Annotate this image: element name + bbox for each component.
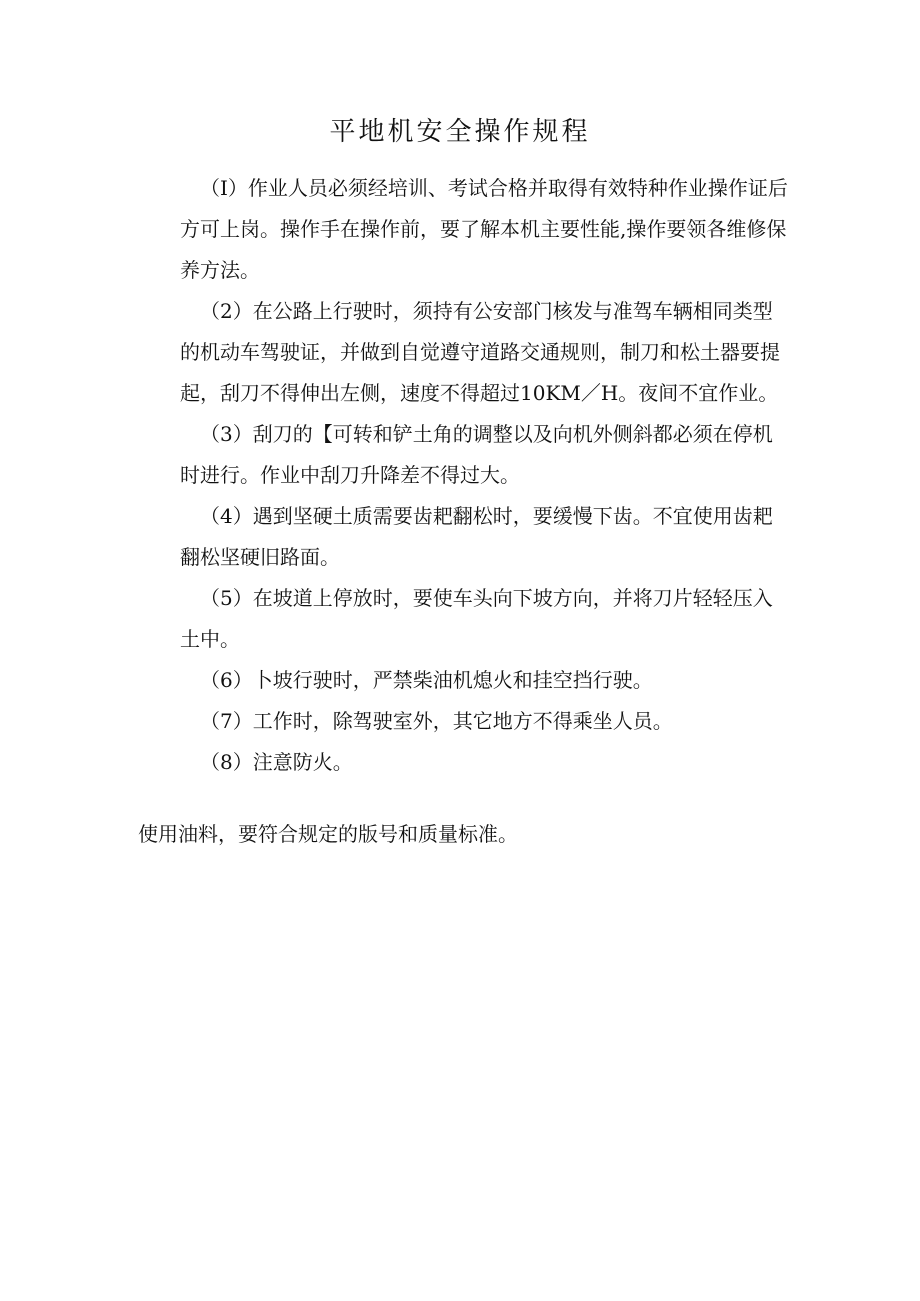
paragraph-2: （2）在公路上行驶时，须持有公安部门核发与准驾车辆相同类型的机动车驾驶证，并做到自觉遵守道路交通规则，制刀和松土器要提起，刮刀不得伸出左侧，速度不得超过10KM／H。夜间不宜作业。 bbox=[180, 299, 780, 405]
paragraph-3: （3）刮刀的【可转和铲土角的调整以及向机外侧斜都必须在停机时进行。作业中刮刀升降差不得过大。 bbox=[180, 422, 773, 487]
paragraph-4: （4）遇到坚硬土质需要齿耙翻松时，要缓慢下齿。不宜使用齿耙翻松坚硬旧路面。 bbox=[180, 504, 773, 569]
paragraph-7: （7）工作时，除驾驶室外，其它地方不得乘坐人员。 bbox=[200, 709, 673, 733]
closing-line: 使用油料，要符合规定的版号和质量标准。 bbox=[138, 822, 518, 846]
paragraph-6: （6）卜坡行驶时，严禁柴油机熄火和挂空挡行驶。 bbox=[200, 668, 653, 692]
document-body bbox=[180, 168, 790, 783]
page-title: 平地机安全操作规程 bbox=[329, 117, 591, 147]
paragraph-1: （I）作业人员必须经培训、考试合格并取得有效特种作业操作证后方可上岗。操作手在操作前，要了解本机主要性能,操作要领各维修保养方法。 bbox=[180, 176, 788, 282]
paragraph-8: （8）注意防火。 bbox=[200, 750, 353, 774]
paragraph-5: （5）在坡道上停放时，要使车头向下坡方向，并将刀片轻轻压入土中。 bbox=[180, 586, 773, 651]
